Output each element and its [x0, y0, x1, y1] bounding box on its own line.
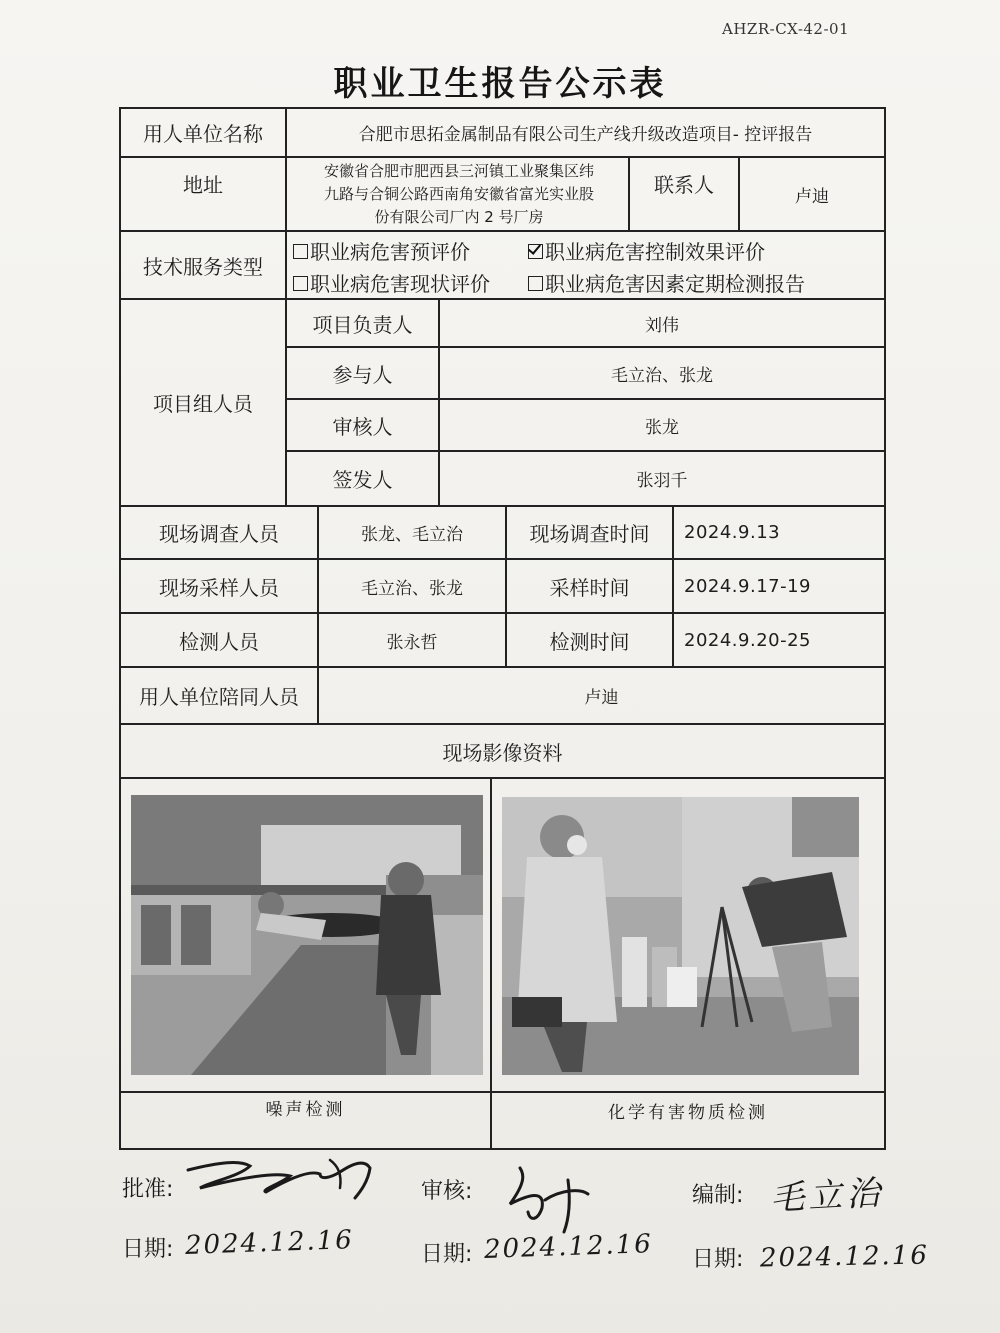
- sampling-staff-label: 现场采样人员: [159, 575, 279, 600]
- sampling-time-label: 采样时间: [549, 575, 630, 600]
- survey-staff-value: 张龙、毛立治: [361, 525, 463, 545]
- checkbox-icon[interactable]: [528, 276, 543, 291]
- team-role-lead: 项目负责人: [312, 312, 413, 337]
- sampling-time-value: 2024.9.17-19: [684, 575, 812, 597]
- approve-date-handwritten: 2024.12.16: [184, 1225, 355, 1261]
- compile-signature: 毛立治: [769, 1173, 886, 1219]
- review-date-label: 日期:: [421, 1242, 473, 1267]
- service-option-periodic-testing[interactable]: 职业病危害因素定期检测报告: [528, 268, 805, 297]
- team-name-issuer: 张羽千: [636, 471, 688, 491]
- address-line: 份有限公司厂内 2 号厂房: [374, 208, 544, 226]
- survey-time-label: 现场调查时间: [529, 522, 650, 546]
- noise-testing-caption: 噪声检测: [265, 1100, 346, 1120]
- checkbox-checked-icon[interactable]: [528, 244, 543, 259]
- employer-value: 合肥市思拓金属制品有限公司生产线升级改造项目- 控评报告: [358, 125, 813, 145]
- compile-date-handwritten: 2024.12.16: [759, 1240, 930, 1274]
- service-option-status-evaluation[interactable]: 职业病危害现状评价: [293, 268, 490, 297]
- contact-value: 卢迪: [795, 186, 829, 207]
- page-title: 职业卫生报告公示表: [333, 64, 667, 104]
- team-role-issuer: 签发人: [332, 468, 393, 492]
- checkbox-icon[interactable]: [293, 244, 308, 259]
- address-value: [290, 160, 628, 229]
- employer-label: 用人单位名称: [143, 122, 263, 146]
- address-line: 九路与合铜公路西南角安徽省富光实业股: [323, 185, 594, 203]
- escort-value: 卢迪: [584, 688, 619, 708]
- testing-time-value: 2024.9.20-25: [684, 629, 812, 651]
- survey-time-value: 2024.9.13: [684, 522, 781, 543]
- escort-label: 用人单位陪同人员: [139, 685, 299, 709]
- team-name-participant: 毛立治、张龙: [611, 365, 713, 386]
- testing-staff-label: 检测人员: [179, 629, 259, 654]
- contact-label: 联系人: [654, 172, 714, 197]
- approve-label: 批准:: [122, 1177, 174, 1202]
- survey-staff-label: 现场调查人员: [159, 522, 279, 546]
- testing-time-label: 检测时间: [549, 629, 630, 654]
- team-name-lead: 刘伟: [645, 315, 679, 336]
- service-option-control-effect[interactable]: 职业病危害控制效果评价: [528, 236, 765, 265]
- team-label: 项目组人员: [153, 392, 253, 416]
- approve-signature-icon: [180, 1148, 390, 1208]
- checkbox-icon[interactable]: [293, 276, 308, 291]
- chemical-testing-photo: [502, 797, 859, 1075]
- chemical-testing-caption: 化学有害物质检测: [608, 1103, 768, 1123]
- address-line: 安徽省合肥市肥西县三河镇工业聚集区纬: [323, 162, 594, 180]
- review-date-handwritten: 2024.12.16: [483, 1229, 654, 1265]
- team-name-reviewer: 张龙: [645, 417, 679, 438]
- service-type-label: 技术服务类型: [143, 254, 263, 279]
- document-number: AHZR-CX-42-01: [722, 20, 850, 38]
- compile-date-label: 日期:: [692, 1247, 744, 1272]
- service-option-pre-evaluation[interactable]: 职业病危害预评价: [293, 236, 470, 265]
- review-label: 审核:: [421, 1179, 473, 1204]
- testing-staff-value: 张永哲: [386, 632, 438, 653]
- address-label: 地址: [183, 172, 223, 197]
- team-role-reviewer: 审核人: [332, 414, 393, 439]
- approve-date-label: 日期:: [122, 1237, 174, 1262]
- noise-testing-photo: [131, 795, 483, 1075]
- team-role-participant: 参与人: [332, 362, 393, 387]
- photos-heading: 现场影像资料: [442, 740, 563, 765]
- review-signature-icon: [490, 1160, 600, 1235]
- sampling-staff-value: 毛立治、张龙: [361, 578, 463, 599]
- compile-label: 编制:: [692, 1183, 744, 1208]
